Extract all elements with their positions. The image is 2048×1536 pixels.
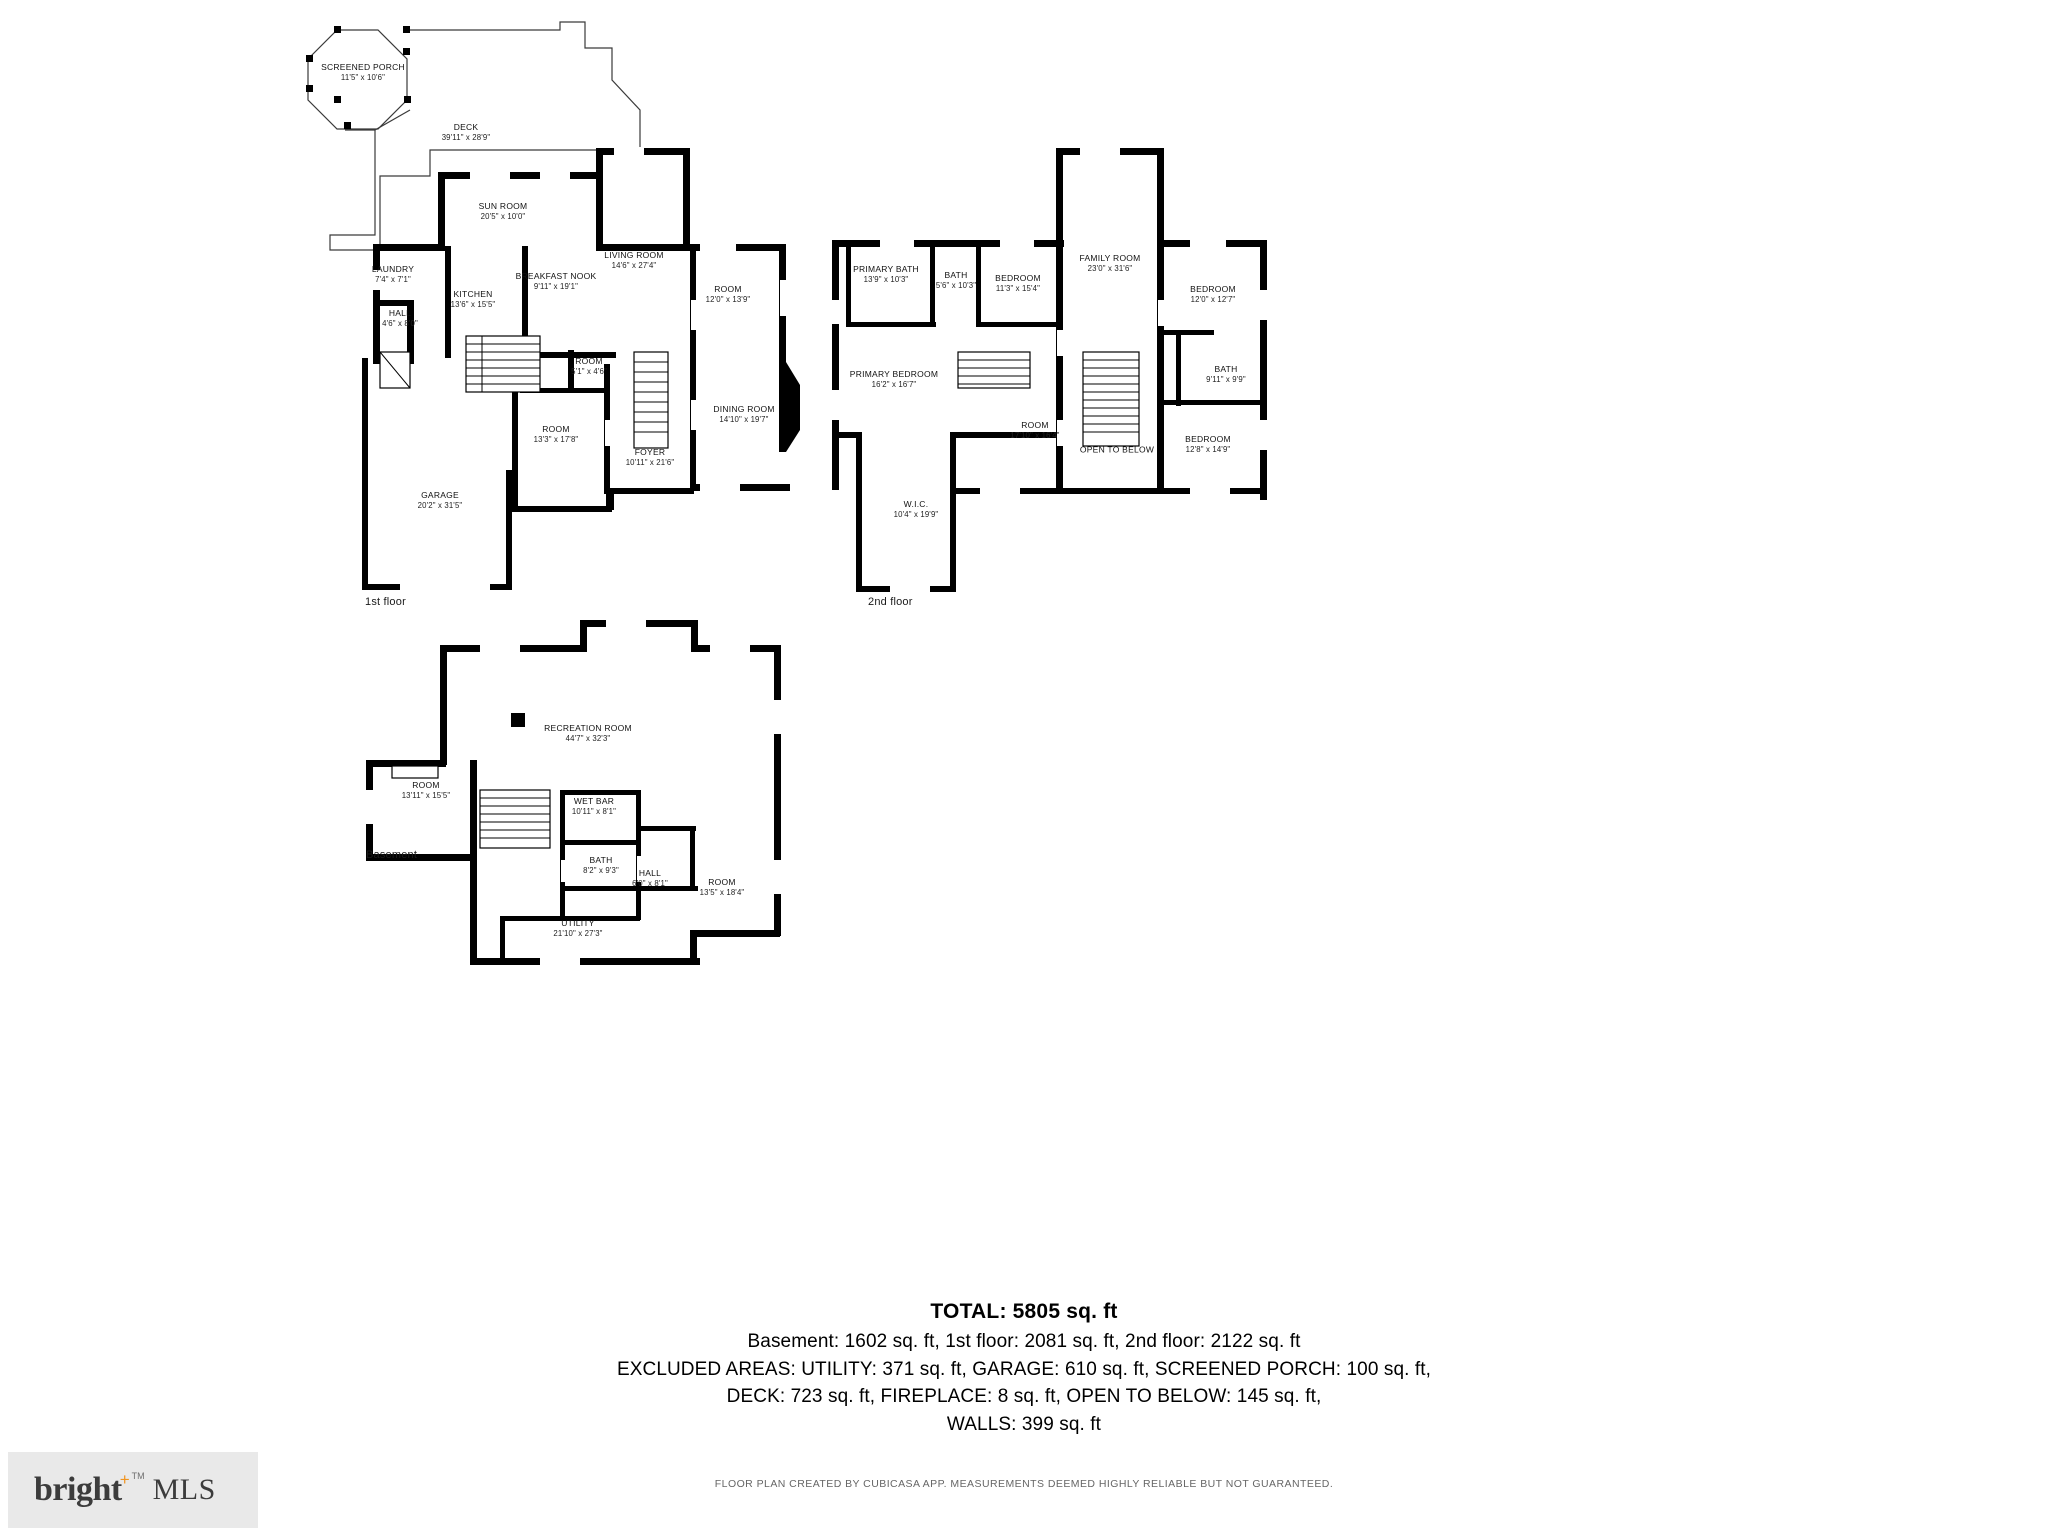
basement-plan <box>0 0 1024 1100</box>
spark-icon: + <box>119 1470 130 1489</box>
room-label-wet-bar: WET BAR 10'11" x 8'1" <box>571 795 617 816</box>
total-area: TOTAL: 5805 sq. ft <box>930 1300 1118 1323</box>
logo-suffix: MLS <box>152 1473 216 1506</box>
logo-wordmark: bright <box>34 1471 122 1508</box>
room-label-hall-bsmt: HALL 6'0" x 8'1" <box>632 867 668 888</box>
excluded-areas-line-1: EXCLUDED AREAS: UTILITY: 371 sq. ft, GARAGE: 610 sq. ft, SCREENED PORCH: 100 sq. ft, <box>616 1358 1432 1380</box>
room-label-room-1f-b: ROOM 5'1" x 4'6" <box>571 355 607 376</box>
room-label-room-bsmt-a: ROOM 13'11" x 15'5" <box>401 779 451 800</box>
room-label-laundry: LAUNDRY 7'4" x 7'1" <box>371 263 415 284</box>
room-label-bedroom-2f-b: BEDROOM 12'0" x 12'7" <box>1190 283 1236 304</box>
room-label-wic: W.I.C. 10'4" x 19'9" <box>893 498 939 519</box>
room-label-kitchen: KITCHEN 13'6" x 15'5" <box>450 288 496 309</box>
room-label-room-bsmt-b: ROOM 13'5" x 18'4" <box>699 876 745 897</box>
room-label-deck: DECK 39'11" x 28'9" <box>441 121 491 142</box>
room-label-bath-bsmt: BATH 8'2" x 9'3" <box>583 854 619 875</box>
room-label-sun-room: SUN ROOM 20'5" x 10'0" <box>478 200 528 221</box>
disclaimer-text: FLOOR PLAN CREATED BY CUBICASA APP. MEASUREMENTS DEEMED HIGHLY RELIABLE BUT NOT GUARANTEED. <box>714 1478 1334 1490</box>
room-label-room-1f-a: ROOM 12'0" x 13'9" <box>705 283 751 304</box>
room-label-dining-room: DINING ROOM 14'10" x 19'7" <box>713 403 775 424</box>
floor-label-basement: Basement <box>366 849 418 861</box>
room-label-bedroom-2f-a: BEDROOM 11'3" x 15'4" <box>995 272 1041 293</box>
basement-drawing <box>0 0 1024 1100</box>
room-label-utility: UTILITY 21'10" x 27'3" <box>553 917 603 938</box>
trademark-mark: TM <box>131 1471 145 1481</box>
floor-label-second: 2nd floor <box>868 596 913 608</box>
room-label-room-2f-a: ROOM 17'10" x 16'4" <box>1010 419 1060 440</box>
room-label-foyer: FOYER 10'11" x 21'6" <box>625 446 675 467</box>
room-label-bedroom-2f-c: BEDROOM 12'8" x 14'9" <box>1185 433 1231 454</box>
floor-areas: Basement: 1602 sq. ft, 1st floor: 2081 sq. ft, 2nd floor: 2122 sq. ft <box>747 1331 1301 1352</box>
room-label-garage: GARAGE 20'2" x 31'5" <box>417 489 463 510</box>
room-label-room-1f-c: ROOM 13'3" x 17'8" <box>533 423 579 444</box>
area-summary <box>0 1300 2048 1438</box>
room-label-bath-2f-b: BATH 9'11" x 9'9" <box>1206 363 1246 384</box>
room-label-primary-bath: PRIMARY BATH 13'9" x 10'3" <box>853 263 919 284</box>
room-label-screened-porch: SCREENED PORCH 11'5" x 10'6" <box>321 61 405 82</box>
room-label-open-to-below: OPEN TO BELOW <box>1079 444 1155 455</box>
excluded-areas-line-3: WALLS: 399 sq. ft <box>946 1413 1102 1435</box>
room-label-living-room: LIVING ROOM 14'6" x 27'4" <box>604 249 664 270</box>
room-label-hall-1f: HALL 4'6" x 8'0" <box>382 307 418 328</box>
room-label-primary-bedroom: PRIMARY BEDROOM 16'2" x 16'7" <box>849 368 939 389</box>
room-label-recreation-room: RECREATION ROOM 44'7" x 32'3" <box>544 722 632 743</box>
bright-mls-logo <box>8 1452 258 1528</box>
room-label-family-room: FAMILY ROOM 23'0" x 31'6" <box>1079 252 1141 273</box>
excluded-areas-line-2: DECK: 723 sq. ft, FIREPLACE: 8 sq. ft, OPEN TO BELOW: 145 sq. ft, <box>726 1386 1322 1408</box>
room-label-bath-2f-a: BATH 5'6" x 10'3" <box>935 269 977 290</box>
floor-label-first: 1st floor <box>365 596 406 608</box>
room-label-breakfast-nook: BREAKFAST NOOK 9'11" x 19'1" <box>515 270 597 291</box>
